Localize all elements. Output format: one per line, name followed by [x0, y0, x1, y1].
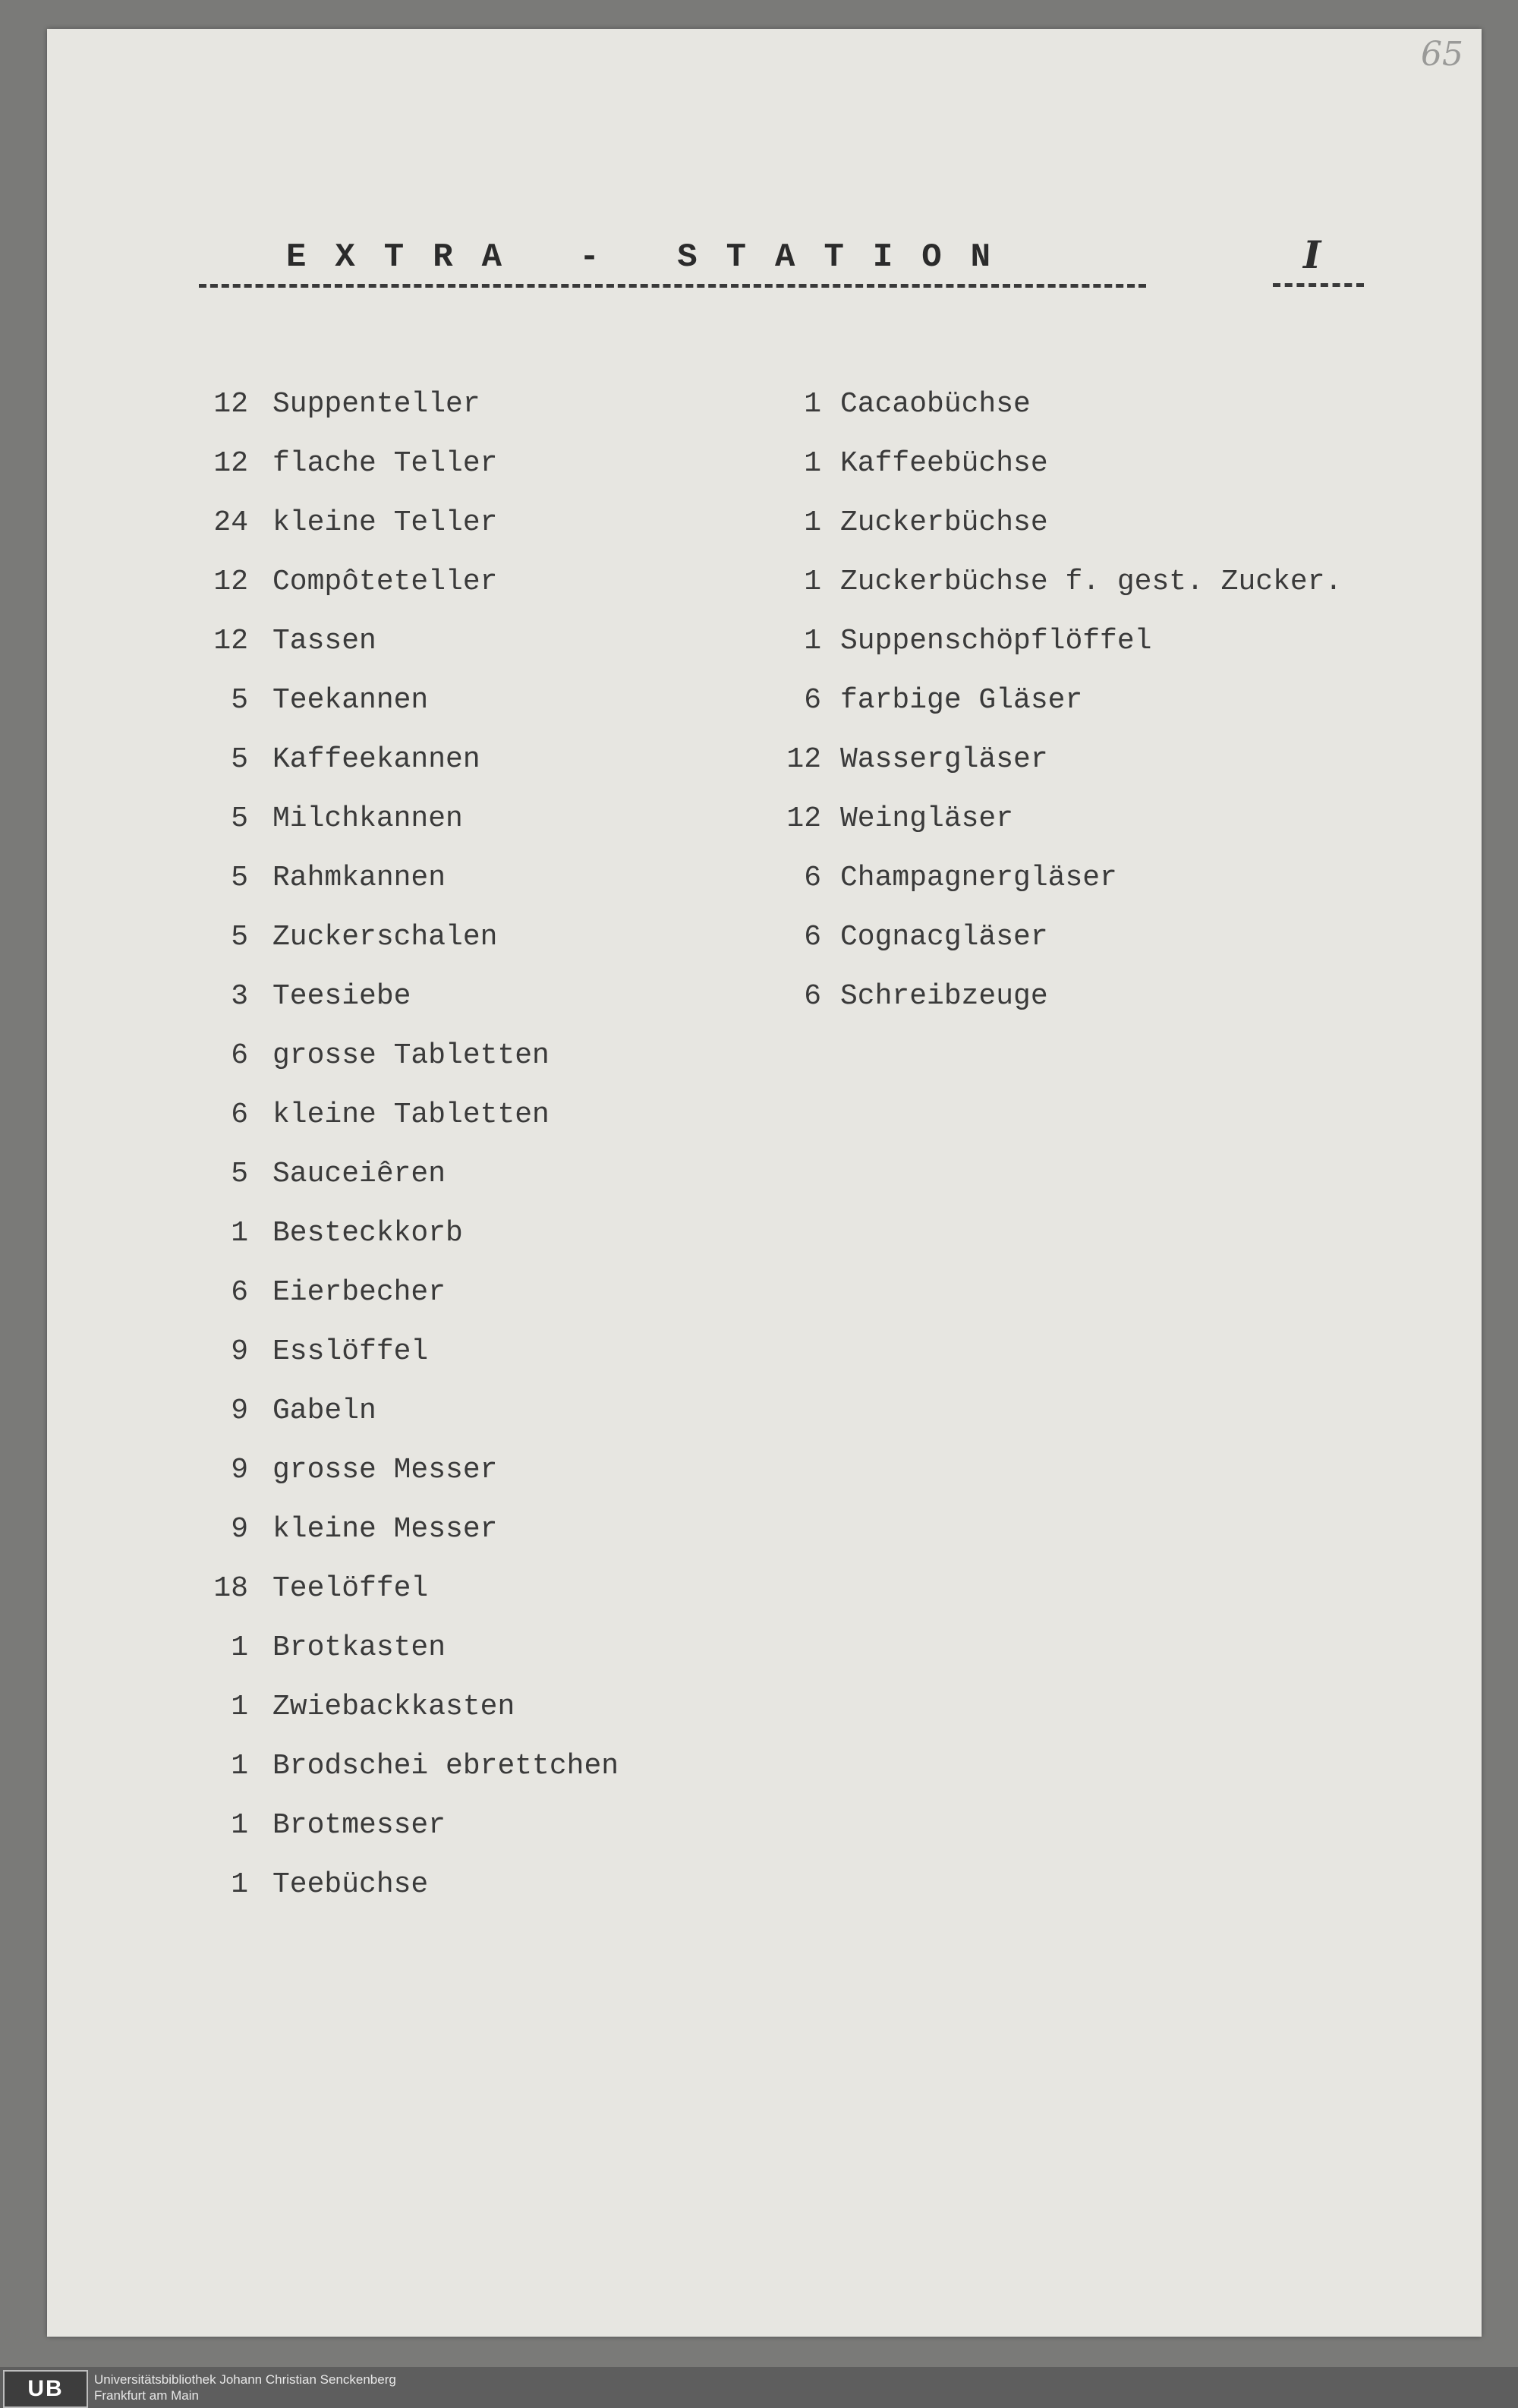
list-item: [738, 789, 1342, 848]
item-quantity: 1: [231, 1216, 248, 1250]
list-item: [195, 493, 619, 552]
item-quantity: 1: [231, 1690, 248, 1723]
item-quantity: 6: [231, 1275, 248, 1309]
item-quantity: 9: [231, 1335, 248, 1368]
list-item: [195, 1322, 619, 1381]
item-quantity: 6: [231, 1098, 248, 1131]
item-name: Eierbecher: [272, 1275, 446, 1309]
item-quantity: 12: [213, 387, 248, 421]
item-quantity: 12: [786, 742, 821, 776]
item-quantity: 12: [786, 802, 821, 835]
list-item: [195, 552, 619, 611]
item-name: Teebüchse: [272, 1867, 429, 1901]
item-quantity: 6: [804, 683, 821, 717]
item-name: grosse Messer: [272, 1453, 498, 1486]
item-quantity: 5: [231, 683, 248, 717]
item-name: Zuckerbüchse f. gest. Zucker.: [840, 565, 1343, 598]
list-item: [738, 670, 1342, 730]
list-item: [738, 611, 1342, 670]
item-quantity: 24: [213, 506, 248, 539]
document-page: [47, 29, 1482, 2337]
item-name: Zwiebackkasten: [272, 1690, 515, 1723]
inventory-list-left: [195, 374, 619, 1914]
item-quantity: 9: [231, 1512, 248, 1546]
item-quantity: 1: [231, 1631, 248, 1664]
item-name: Gabeln: [272, 1394, 376, 1427]
item-name: farbige Gläser: [840, 683, 1083, 717]
item-name: Schreibzeuge: [840, 979, 1048, 1013]
item-name: Wassergläser: [840, 742, 1048, 776]
folio-number: 65: [1421, 35, 1463, 74]
footer-line-2: Frankfurt am Main: [94, 2388, 199, 2403]
item-quantity: 1: [231, 1749, 248, 1782]
list-item: [738, 552, 1342, 611]
list-item: [195, 1795, 619, 1855]
list-item: [195, 1677, 619, 1736]
item-quantity: 6: [231, 1039, 248, 1072]
item-name: flache Teller: [272, 446, 498, 480]
ub-logo: UB: [3, 2370, 88, 2408]
list-item: [738, 433, 1342, 493]
page-title: EXTRA - STATION: [286, 238, 1020, 276]
numeral-underline: [1273, 283, 1364, 287]
list-item: [195, 1440, 619, 1499]
item-quantity: 1: [231, 1808, 248, 1842]
item-name: Teekannen: [272, 683, 429, 717]
item-quantity: 6: [804, 979, 821, 1013]
list-item: [195, 907, 619, 966]
item-name: Compôteteller: [272, 565, 498, 598]
item-quantity: 6: [804, 861, 821, 894]
list-item: [738, 374, 1342, 433]
item-name: Rahmkannen: [272, 861, 446, 894]
item-name: kleine Tabletten: [272, 1098, 550, 1131]
item-quantity: 9: [231, 1453, 248, 1486]
item-quantity: 5: [231, 742, 248, 776]
item-quantity: 12: [213, 565, 248, 598]
list-item: [195, 1736, 619, 1795]
item-name: grosse Tabletten: [272, 1039, 550, 1072]
list-item: [195, 730, 619, 789]
item-name: Suppenteller: [272, 387, 480, 421]
item-name: Brotkasten: [272, 1631, 446, 1664]
item-quantity: 5: [231, 861, 248, 894]
item-quantity: 1: [804, 446, 821, 480]
item-name: Weingläser: [840, 802, 1014, 835]
item-name: kleine Messer: [272, 1512, 498, 1546]
item-quantity: 18: [213, 1571, 248, 1605]
list-item: [195, 848, 619, 907]
list-item: [195, 1144, 619, 1203]
item-name: Brotmesser: [272, 1808, 446, 1842]
list-item: [195, 1618, 619, 1677]
list-item: [195, 1855, 619, 1914]
item-quantity: 9: [231, 1394, 248, 1427]
footer-bar: [0, 2367, 1518, 2408]
list-item: [738, 730, 1342, 789]
list-item: [195, 611, 619, 670]
item-name: Besteckkorb: [272, 1216, 463, 1250]
item-name: Kaffeebüchse: [840, 446, 1048, 480]
item-name: Cacaobüchse: [840, 387, 1031, 421]
list-item: [195, 670, 619, 730]
item-name: Brodschei ebrettchen: [272, 1749, 619, 1782]
item-name: Cognacgläser: [840, 920, 1048, 953]
item-quantity: 12: [213, 624, 248, 657]
item-quantity: 1: [804, 506, 821, 539]
item-name: Champagnergläser: [840, 861, 1117, 894]
list-item: [738, 493, 1342, 552]
item-name: Teelöffel: [272, 1571, 429, 1605]
item-quantity: 5: [231, 802, 248, 835]
item-name: Zuckerschalen: [272, 920, 498, 953]
list-item: [195, 1559, 619, 1618]
item-name: Kaffeekannen: [272, 742, 480, 776]
item-name: Esslöffel: [272, 1335, 429, 1368]
item-name: Suppenschöpflöffel: [840, 624, 1152, 657]
item-quantity: 5: [231, 1157, 248, 1190]
item-quantity: 1: [804, 565, 821, 598]
item-quantity: 1: [804, 387, 821, 421]
list-item: [195, 1499, 619, 1559]
list-item: [195, 433, 619, 493]
list-item: [195, 1262, 619, 1322]
section-numeral: I: [1303, 232, 1321, 277]
item-name: kleine Teller: [272, 506, 498, 539]
list-item: [195, 1381, 619, 1440]
inventory-list-right: [738, 374, 1342, 1026]
list-item: [738, 907, 1342, 966]
list-item: [195, 1026, 619, 1085]
list-item: [195, 1203, 619, 1262]
item-quantity: 1: [231, 1867, 248, 1901]
title-underline: [199, 284, 1146, 288]
list-item: [195, 1085, 619, 1144]
list-item: [195, 966, 619, 1026]
list-item: [738, 848, 1342, 907]
footer-text: [94, 2372, 396, 2403]
item-name: Sauceiêren: [272, 1157, 446, 1190]
item-name: Tassen: [272, 624, 376, 657]
item-quantity: 5: [231, 920, 248, 953]
list-item: [195, 374, 619, 433]
list-item: [738, 966, 1342, 1026]
item-quantity: 6: [804, 920, 821, 953]
item-quantity: 3: [231, 979, 248, 1013]
item-quantity: 1: [804, 624, 821, 657]
item-name: Teesiebe: [272, 979, 411, 1013]
item-name: Milchkannen: [272, 802, 463, 835]
item-name: Zuckerbüchse: [840, 506, 1048, 539]
list-item: [195, 789, 619, 848]
footer-line-1: Universitätsbibliothek Johann Christian Senckenberg: [94, 2372, 396, 2387]
item-quantity: 12: [213, 446, 248, 480]
